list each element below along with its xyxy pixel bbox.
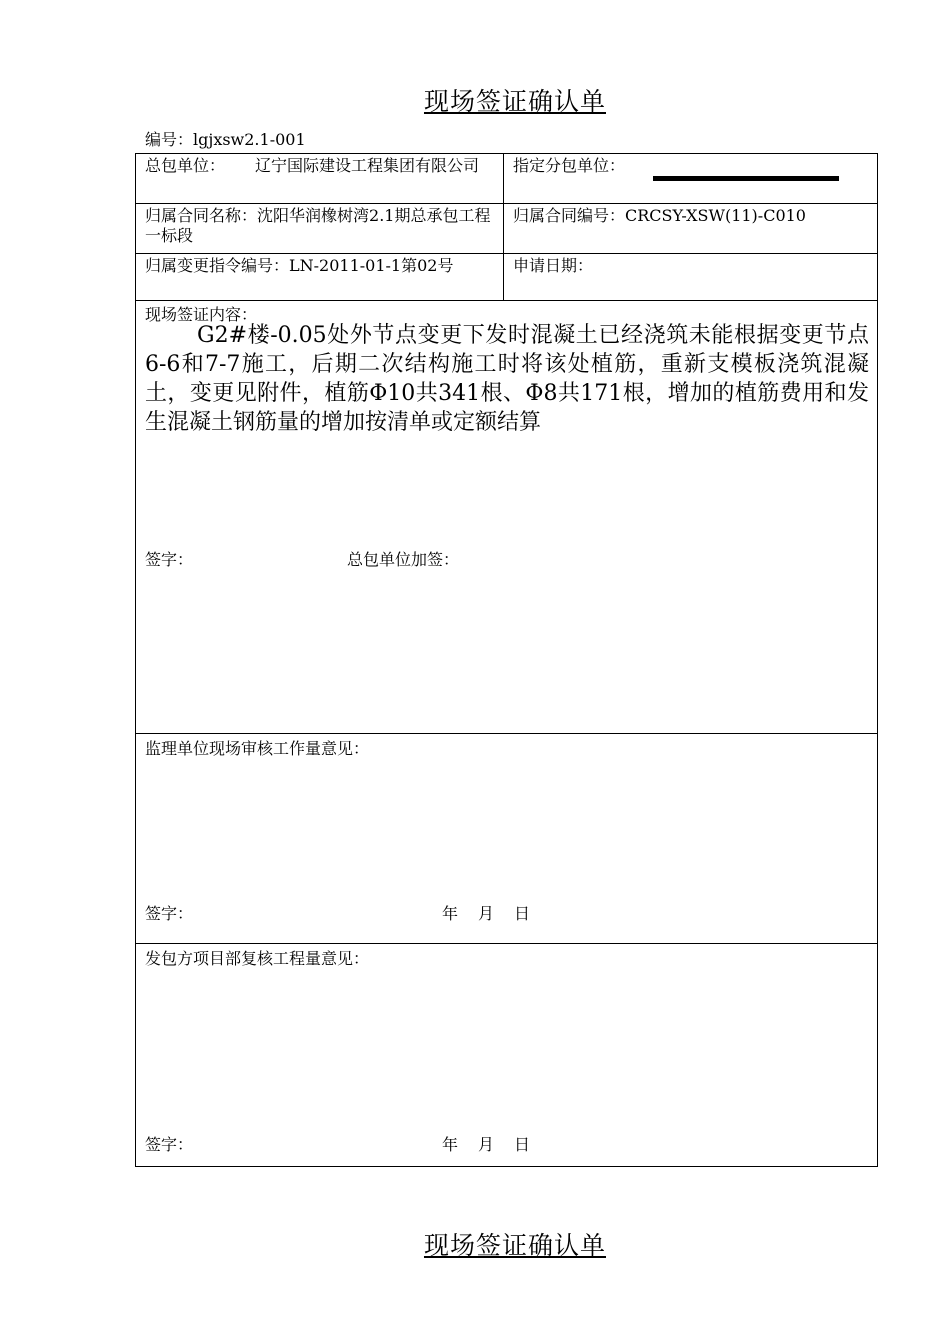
year-label: 年 bbox=[442, 904, 459, 923]
owner-date bbox=[442, 1132, 550, 1155]
month-label: 月 bbox=[478, 1135, 495, 1154]
signature-label: 签字： bbox=[145, 550, 194, 569]
content-label: 现场签证内容： bbox=[145, 305, 258, 324]
owner-opinion-label: 发包方项目部复核工程量意见： bbox=[145, 949, 370, 968]
owner-opinion-cell bbox=[136, 944, 878, 1167]
redaction-bar bbox=[653, 176, 839, 181]
owner-signature-label: 签字： bbox=[145, 1135, 194, 1154]
contractor-cell bbox=[136, 154, 504, 204]
document-number: 编号：lgjxsw2.1-001 bbox=[145, 130, 306, 149]
contract-name-label: 归属合同名称： bbox=[145, 206, 258, 225]
gc-countersign-label: 总包单位加签： bbox=[347, 550, 460, 569]
day-label: 日 bbox=[514, 904, 531, 923]
day-label: 日 bbox=[514, 1135, 531, 1154]
contractor-label: 总包单位： bbox=[145, 156, 226, 175]
contractor-value: 辽宁国际建设工程集团有限公司 bbox=[255, 156, 480, 175]
supervision-signature-label: 签字： bbox=[145, 904, 194, 923]
visa-form-table bbox=[135, 153, 878, 1167]
content-text: G2#楼-0.05处外节点变更下发时混凝土已经浇筑未能根据变更节点6-6和7-7施工，后期二次结构施工时将该处植筋，重新支模板浇筑混凝土，变更见附件，植筋Φ10共341根、Φ8共171根，增加的植筋费用和发生混凝土钢筋量的增加按清单或定额结算 bbox=[145, 323, 869, 435]
subcontractor-label: 指定分包单位： bbox=[513, 156, 626, 175]
change-order-cell bbox=[136, 254, 504, 301]
subcontractor-cell bbox=[504, 154, 878, 204]
contract-number-label: 归属合同编号： bbox=[513, 206, 626, 225]
contract-number-value: CRCSY-XSW(11)-C010 bbox=[625, 206, 806, 225]
next-page-title: 现场签证确认单 bbox=[423, 1231, 606, 1260]
contract-number-cell bbox=[504, 204, 878, 254]
contract-name-value: 沈阳华润橡树湾2.1期总承包工程一标段 bbox=[145, 206, 491, 245]
apply-date-cell bbox=[504, 254, 878, 301]
supervision-opinion-cell bbox=[136, 734, 878, 944]
supervision-opinion-label: 监理单位现场审核工作量意见： bbox=[145, 739, 370, 758]
page-title: 现场签证确认单 bbox=[423, 87, 606, 116]
visa-content-cell bbox=[136, 301, 878, 734]
apply-date-label: 申请日期： bbox=[513, 256, 594, 275]
supervision-date bbox=[442, 901, 550, 924]
contract-name-cell bbox=[136, 204, 504, 254]
change-order-number: 归属变更指令编号：LN-2011-01-1第02号 bbox=[145, 256, 454, 275]
year-label: 年 bbox=[442, 1135, 459, 1154]
month-label: 月 bbox=[478, 904, 495, 923]
